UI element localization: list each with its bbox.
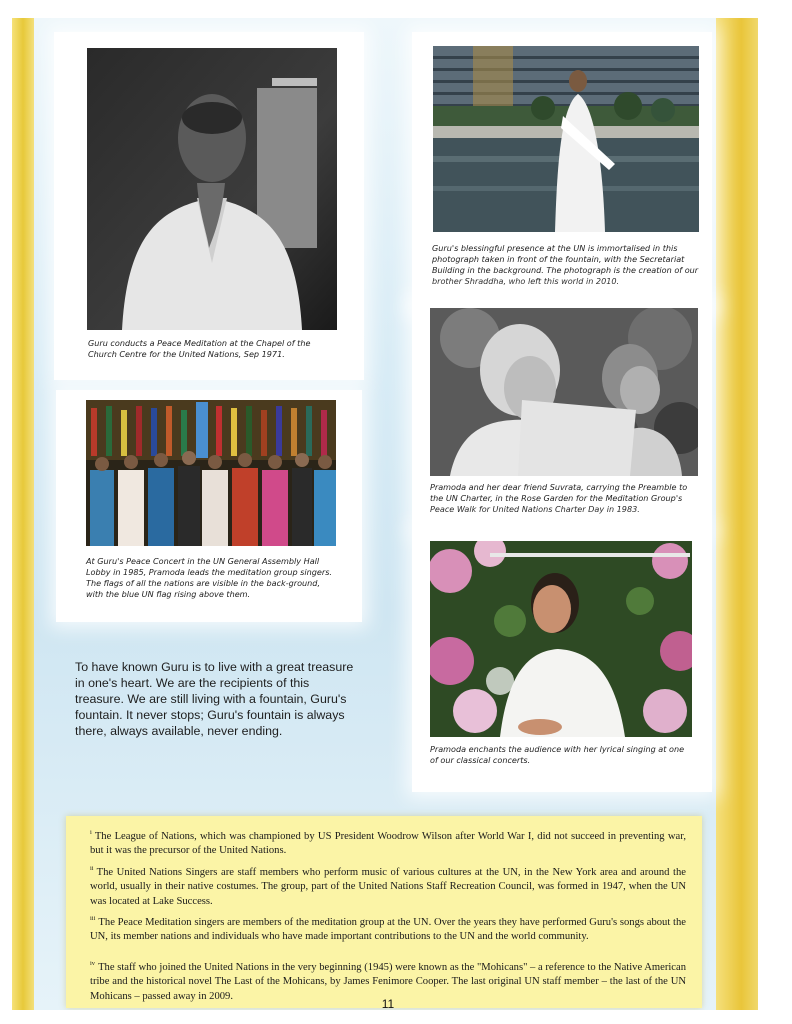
photo-concert-general-assembly [86, 400, 336, 546]
footnote-text: The United Nations Singers are staff members who perform music of various cultures at the UN, in the New York area and around the world, usually in their native costumes. The group, part of the United Nations Staff Recreation Council, was formed in 1947, when the UN was located at Lake Success. [90, 867, 686, 907]
footnote-mark: iii [90, 915, 96, 923]
footnote-3 [90, 916, 686, 945]
caption-singing: Pramoda enchants the audience with her lyrical singing at one of our classical concerts. [430, 744, 685, 765]
footnote-mark: iv [90, 960, 96, 968]
photo-pramoda-singing [430, 541, 692, 737]
right-gold-stripe [716, 18, 758, 1010]
main-quote-text: To have known Guru is to live with a great treasure in one's heart. We are the recipients of this treasure. We are still living with a fountain, Guru's fountain. It never stops; Guru's fountain is always there, always available, never ending. [75, 660, 354, 738]
footnote-text: The League of Nations, which was championed by US President Woodrow Wilson after World War I, did not succeed in preventing war, but it was the precursor of the United Nations. [90, 831, 686, 857]
caption-concert: At Guru's Peace Concert in the UN General Assembly Hall Lobby in 1985, Pramoda leads the meditation group singers. The flags of all the nations are visible in the back-ground, with the blue UN flag rising above them. [86, 556, 332, 599]
caption-fountain: Guru's blessingful presence at the UN is immortalised in this photograph taken in front of the fountain, with the Secretariat Building in the background. The photograph is the creation of our brother Shraddha, who left this world in 2010. [432, 243, 699, 286]
footnotes-box [66, 816, 702, 1008]
footnote-2 [90, 866, 686, 909]
photo-fountain-secretariat [433, 46, 699, 232]
footnote-text: The staff who joined the United Nations in the very beginning (1945) were known as the "Mohicans" – a reference to the Native American tribe and the historical novel The Last of the Mohicans, by James Fenimore Cooper. The last original UN staff member – the last of the UN Mohicans – passed away in 2009. [90, 962, 686, 1002]
page-number: 11 [381, 997, 395, 1011]
photo-chapel-meditation [87, 48, 337, 330]
footnote-1 [90, 830, 686, 859]
footnote-text: The Peace Meditation singers are members of the meditation group at the UN. Over the years they have performed Guru's songs about the UN, its member nations and individuals who have made important contributions to the UN and the world community. [90, 917, 686, 943]
left-gold-stripe [12, 18, 34, 1010]
footnote-mark: ii [90, 865, 94, 873]
page-background [12, 18, 758, 1010]
footnote-mark: i [90, 829, 92, 837]
photo-preamble-rose-garden [430, 308, 698, 476]
caption-preamble: Pramoda and her dear friend Suvrata, carrying the Preamble to the UN Charter, in the Rose Garden for the Meditation Group's Peace Walk for United Nations Charter Day in 1983. [430, 482, 688, 514]
caption-chapel: Guru conducts a Peace Meditation at the Chapel of the Church Centre for the United Nations, Sep 1971. [88, 338, 311, 359]
